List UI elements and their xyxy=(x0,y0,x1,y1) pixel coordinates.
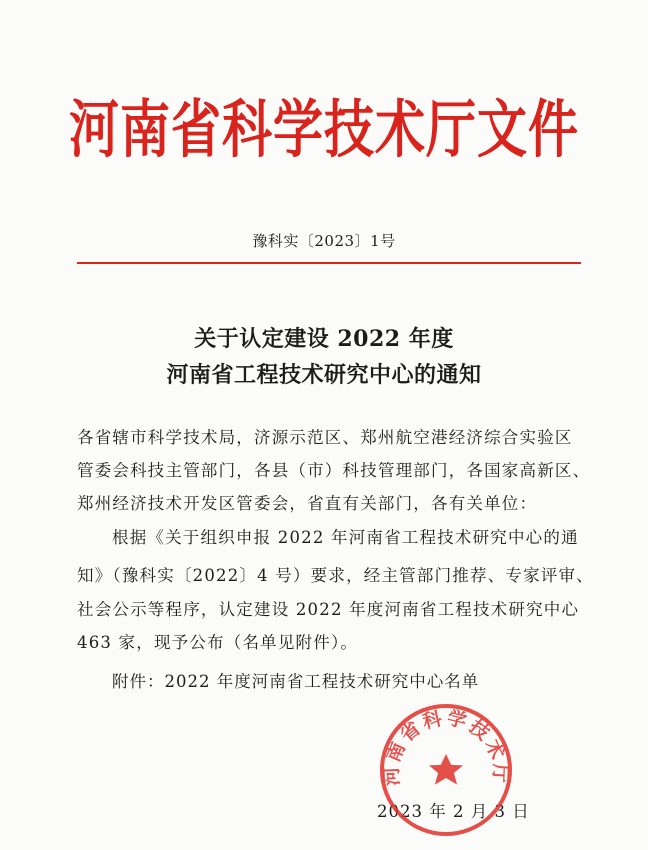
document-date: 2023 年 2 月 3 日 xyxy=(377,802,530,821)
body-line-5: 知》（豫科实〔2022〕4 号）要求，经主管部门推荐、专家评审、 xyxy=(77,566,594,585)
notice-title-line-2: 河南省工程技术研究中心的通知 xyxy=(166,362,482,388)
notice-title-line-1: 关于认定建设 2022 年度 xyxy=(194,326,454,352)
body-line-7: 463 家，现予公布（名单见附件）。 xyxy=(77,633,359,652)
red-divider xyxy=(77,262,581,264)
document-number: 豫科实〔2023〕1号 xyxy=(252,232,396,250)
body-line-2: 管委会科技主管部门，各县（市）科技管理部门，各国家高新区、 xyxy=(77,461,591,480)
attachment-line: 附件：2022 年度河南省工程技术研究中心名单 xyxy=(112,672,480,691)
svg-text:河南省科学技术厅: 河南省科学技术厅 xyxy=(380,706,512,787)
official-seal-icon xyxy=(376,700,516,840)
body-line-4: 根据《关于组织申报 2022 年河南省工程技术研究中心的通 xyxy=(112,528,579,547)
body-line-6: 社会公示等程序，认定建设 2022 年度河南省工程技术研究中心 xyxy=(77,600,580,619)
body-line-3: 郑州经济技术开发区管委会，省直有关部门，各有关单位： xyxy=(77,494,538,513)
body-line-1: 各省辖市科学技术局，济源示范区、郑州航空港经济综合实验区 xyxy=(77,428,573,447)
document-header-title: 河南省科学技术厅文件 xyxy=(69,93,579,166)
